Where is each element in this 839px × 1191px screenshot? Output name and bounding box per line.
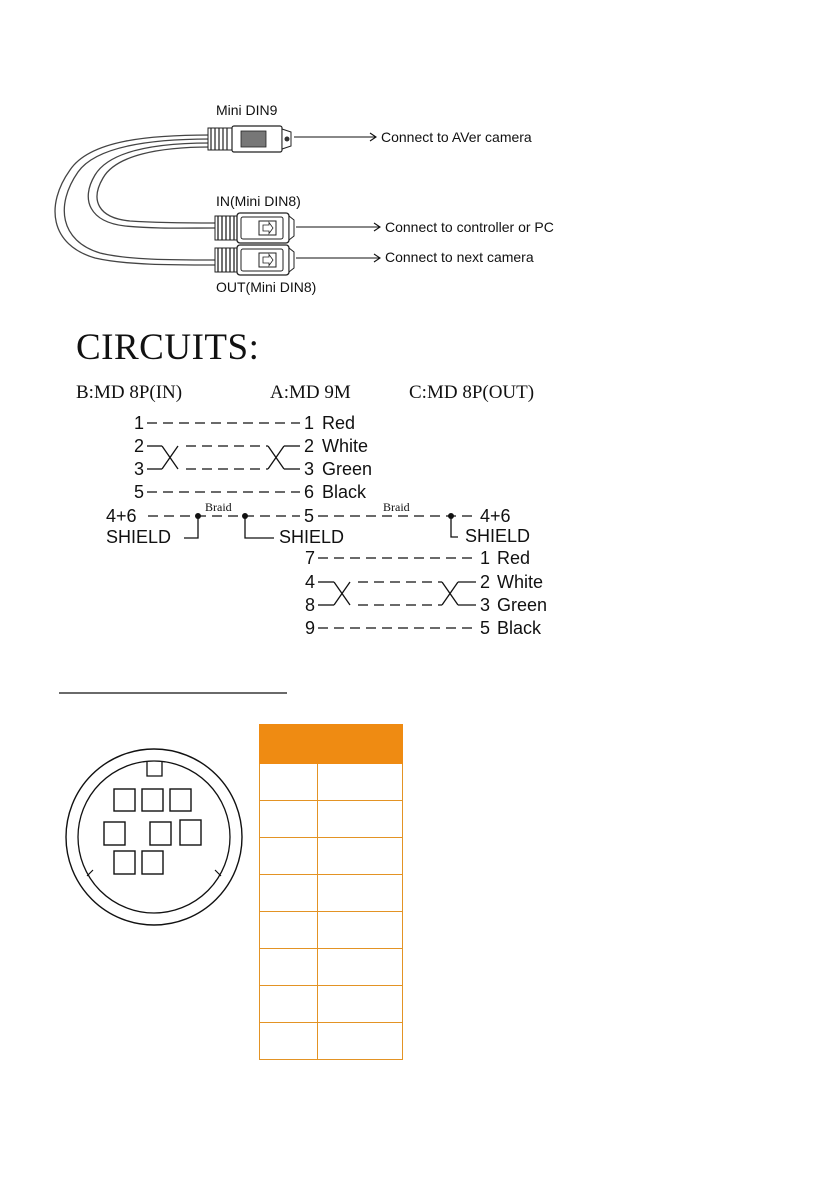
wire-color: Green: [322, 459, 373, 479]
pinout-table: [259, 724, 403, 1060]
in-connector-destination: Connect to controller or PC: [385, 219, 554, 235]
wire-color: White: [497, 572, 544, 592]
table-header-row: [260, 725, 403, 764]
column-c-heading: C:MD 8P(OUT): [409, 382, 535, 403]
pin-8: [142, 851, 163, 874]
wire-color: Black: [322, 482, 367, 502]
out-connector-destination: Connect to next camera: [385, 249, 534, 265]
a-pin: 7: [305, 548, 316, 568]
braid-label: Braid: [383, 500, 410, 514]
shield-wiring: [106, 499, 530, 547]
circuits-title: CIRCUITS:: [76, 327, 260, 368]
b-pin: 1: [134, 413, 145, 433]
a-pin: 6: [304, 482, 315, 502]
mini-din9-destination: Connect to AVer camera: [381, 129, 532, 145]
table-row: [260, 986, 403, 1023]
shield-label: SHIELD: [279, 527, 345, 547]
a-pin: 1: [304, 413, 315, 433]
column-a-heading: A:MD 9M: [270, 382, 351, 403]
c-shield-pin: 4+6: [480, 506, 511, 526]
a-pin: 4: [305, 572, 316, 592]
c-pin: 1: [480, 548, 491, 568]
table-row: [260, 949, 403, 986]
table-row: [260, 801, 403, 838]
a-shield-pin: 5: [304, 506, 315, 526]
pin-4: [104, 822, 125, 845]
table-row: [260, 912, 403, 949]
b-pin: 2: [134, 436, 145, 456]
cable-diagram: [55, 102, 554, 295]
mini-din9-connector: [208, 126, 291, 152]
pin-2: [142, 789, 163, 811]
pin-6: [180, 820, 201, 845]
lower-wiring: [305, 548, 547, 638]
out-connector-label: OUT(Mini DIN8): [216, 279, 317, 295]
pin-3: [170, 789, 191, 811]
a-pin: 9: [305, 618, 316, 638]
braid-label: Braid: [205, 500, 232, 514]
a-pin: 2: [304, 436, 315, 456]
wire-color: Red: [322, 413, 356, 433]
connection-arrows: [294, 133, 380, 262]
wire-color: Red: [497, 548, 531, 568]
table-row: [260, 838, 403, 875]
mini-din9-label: Mini DIN9: [216, 102, 278, 118]
pin-1: [114, 789, 135, 811]
a-pin: 3: [304, 459, 315, 479]
c-pin: 5: [480, 618, 491, 638]
table-row: [260, 875, 403, 912]
shield-label: SHIELD: [106, 527, 172, 547]
b-shield-pin: 4+6: [106, 506, 137, 526]
b-pin: 3: [134, 459, 145, 479]
column-b-heading: B:MD 8P(IN): [76, 382, 183, 403]
in-connector-label: IN(Mini DIN8): [216, 193, 301, 209]
table-row: [260, 1023, 403, 1060]
table-header-cell: [318, 725, 403, 764]
a-pin: 8: [305, 595, 316, 615]
circuits-diagram: [76, 327, 547, 638]
c-pin: 3: [480, 595, 491, 615]
mini-din8-pin-diagram: [66, 749, 242, 925]
c-pin: 2: [480, 572, 491, 592]
shield-label: SHIELD: [465, 526, 531, 546]
wire-color: White: [322, 436, 369, 456]
out-mini-din8-connector: [215, 245, 294, 275]
wire-color: Black: [497, 618, 542, 638]
upper-wiring: [134, 413, 372, 502]
in-mini-din8-connector: [215, 213, 294, 243]
table-row: [260, 764, 403, 801]
table-header-cell: [260, 725, 318, 764]
pin-7: [114, 851, 135, 874]
wire-color: Green: [497, 595, 548, 615]
b-pin: 5: [134, 482, 145, 502]
cable-wires: [55, 135, 215, 265]
pin-5: [150, 822, 171, 845]
